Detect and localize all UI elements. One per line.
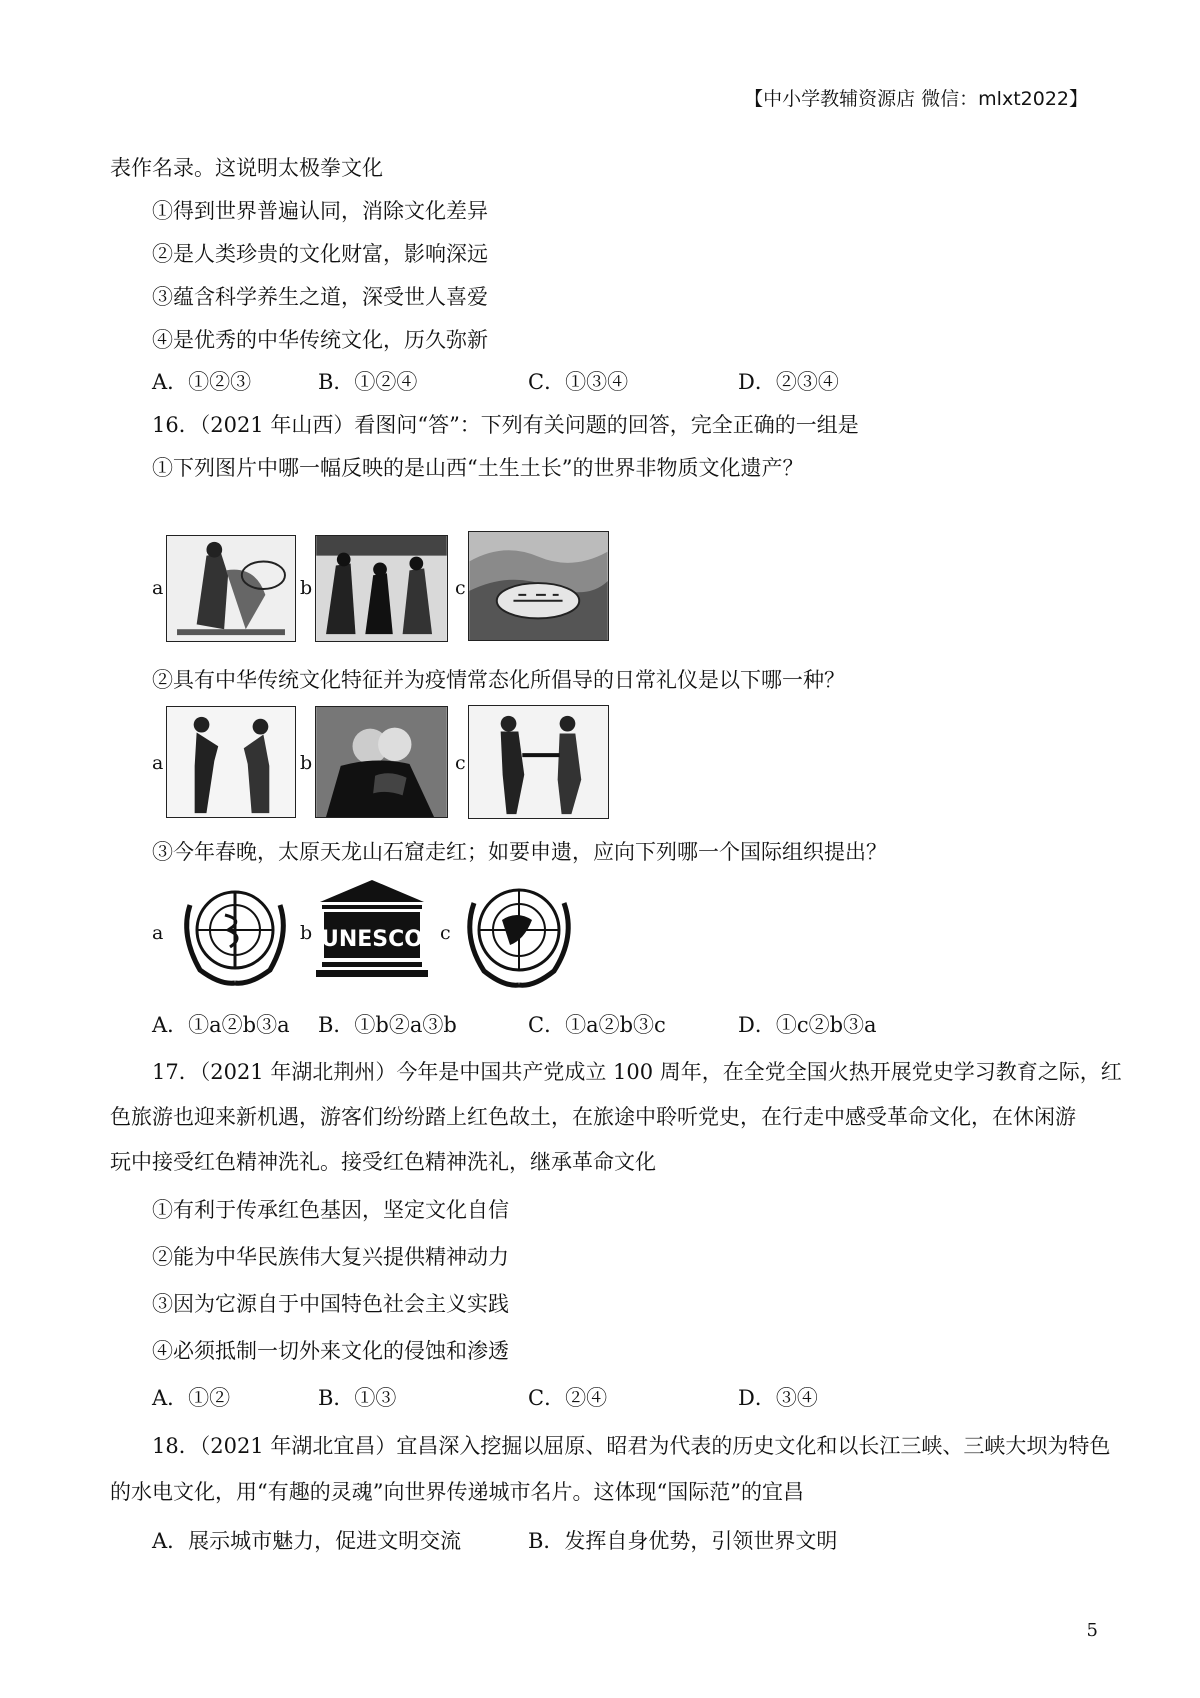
hugging-people-image xyxy=(315,706,448,818)
header-note: 【中小学教辅资源店 微信：mlxt2022】 xyxy=(744,88,1088,110)
q16-option-a: A．①a②b③a xyxy=(152,1013,290,1037)
q15-item-2: ②是人类珍贵的文化财富，影响深远 xyxy=(152,242,488,266)
q15-option-c: C．①③④ xyxy=(528,370,629,394)
q18-option-a: A．展示城市魅力，促进文明交流 xyxy=(152,1529,462,1553)
handshake-image xyxy=(468,705,609,819)
stone-monument-image xyxy=(468,531,609,641)
q18-option-b: B．发挥自身优势，引领世界文明 xyxy=(528,1529,838,1553)
row2-label-a: a xyxy=(152,752,164,774)
q16-stem: 16．（2021 年山西）看图问“答”：下列有关问题的回答，完全正确的一组是 xyxy=(152,413,859,437)
q16-sub2: ②具有中华传统文化特征并为疫情常态化所倡导的日常礼仪是以下哪一种？ xyxy=(152,668,845,692)
q17-option-b: B．①③ xyxy=(318,1386,397,1410)
q17-option-d: D．③④ xyxy=(738,1386,818,1410)
row1-label-c: c xyxy=(455,577,466,599)
row2-label-b: b xyxy=(300,752,313,774)
bowing-people-image xyxy=(166,706,296,818)
shadow-puppet-image xyxy=(315,535,448,642)
q15-item-3: ③蕴含科学养生之道，深受世人喜爱 xyxy=(152,285,488,309)
q17-stem-line1: 17．（2021 年湖北荆州）今年是中国共产党成立 100 周年，在全党全国火热开展党史学习教育之际，红 xyxy=(152,1060,1122,1084)
q16-sub1: ①下列图片中哪一幅反映的是山西“土生土长”的世界非物质文化遗产？ xyxy=(152,456,804,480)
q15-option-a: A．①②③ xyxy=(152,370,252,394)
q17-option-c: C．②④ xyxy=(528,1386,608,1410)
q15-item-4: ④是优秀的中华传统文化，历久弥新 xyxy=(152,328,488,352)
q16-option-b: B．①b②a③b xyxy=(318,1013,457,1037)
q17-item-2: ②能为中华民族伟大复兴提供精神动力 xyxy=(152,1245,509,1269)
unesco-logo xyxy=(312,878,432,986)
q17-stem-line3: 玩中接受红色精神洗礼。接受红色精神洗礼，继承革命文化 xyxy=(110,1150,656,1174)
q17-stem-line2: 色旅游也迎来新机遇，游客们纷纷踏上红色故土，在旅途中聆听党史，在行走中感受革命文化，在休闲游 xyxy=(110,1105,1076,1129)
unesco-text: UNESCO xyxy=(321,927,423,952)
row3-label-a: a xyxy=(152,922,164,944)
q15-option-b: B．①②④ xyxy=(318,370,418,394)
row3-label-b: b xyxy=(300,922,313,944)
row1-label-a: a xyxy=(152,577,164,599)
q17-option-a: A．①② xyxy=(152,1386,231,1410)
page-number: 5 xyxy=(1086,1620,1098,1641)
q18-stem-line2: 的水电文化，用“有趣的灵魂”向世界传递城市名片。这体现“国际范”的宜昌 xyxy=(110,1480,804,1504)
who-emblem-icon xyxy=(170,875,300,990)
row3-label-c: c xyxy=(440,922,451,944)
q15-item-1: ①得到世界普遍认同，消除文化差异 xyxy=(152,199,488,223)
q15-option-d: D．②③④ xyxy=(738,370,839,394)
q16-sub3: ③今年春晚，太原天龙山石窟走红；如要申遗，应向下列哪一个国际组织提出？ xyxy=(152,840,887,864)
q16-option-c: C．①a②b③c xyxy=(528,1013,666,1037)
q17-item-3: ③因为它源自于中国特色社会主义实践 xyxy=(152,1292,509,1316)
q17-item-4: ④必须抵制一切外来文化的侵蚀和渗透 xyxy=(152,1339,509,1363)
opera-figure-image xyxy=(166,535,296,642)
un-emblem-icon xyxy=(452,875,587,990)
q17-item-1: ①有利于传承红色基因，坚定文化自信 xyxy=(152,1198,509,1222)
row2-label-c: c xyxy=(455,752,466,774)
q15-stem-tail: 表作名录。这说明太极拳文化 xyxy=(110,156,383,180)
row1-label-b: b xyxy=(300,577,313,599)
q18-stem-line1: 18．（2021 年湖北宜昌）宜昌深入挖掘以屈原、昭君为代表的历史文化和以长江三峡、三峡大坝为特色 xyxy=(152,1434,1111,1458)
q16-option-d: D．①c②b③a xyxy=(738,1013,877,1037)
